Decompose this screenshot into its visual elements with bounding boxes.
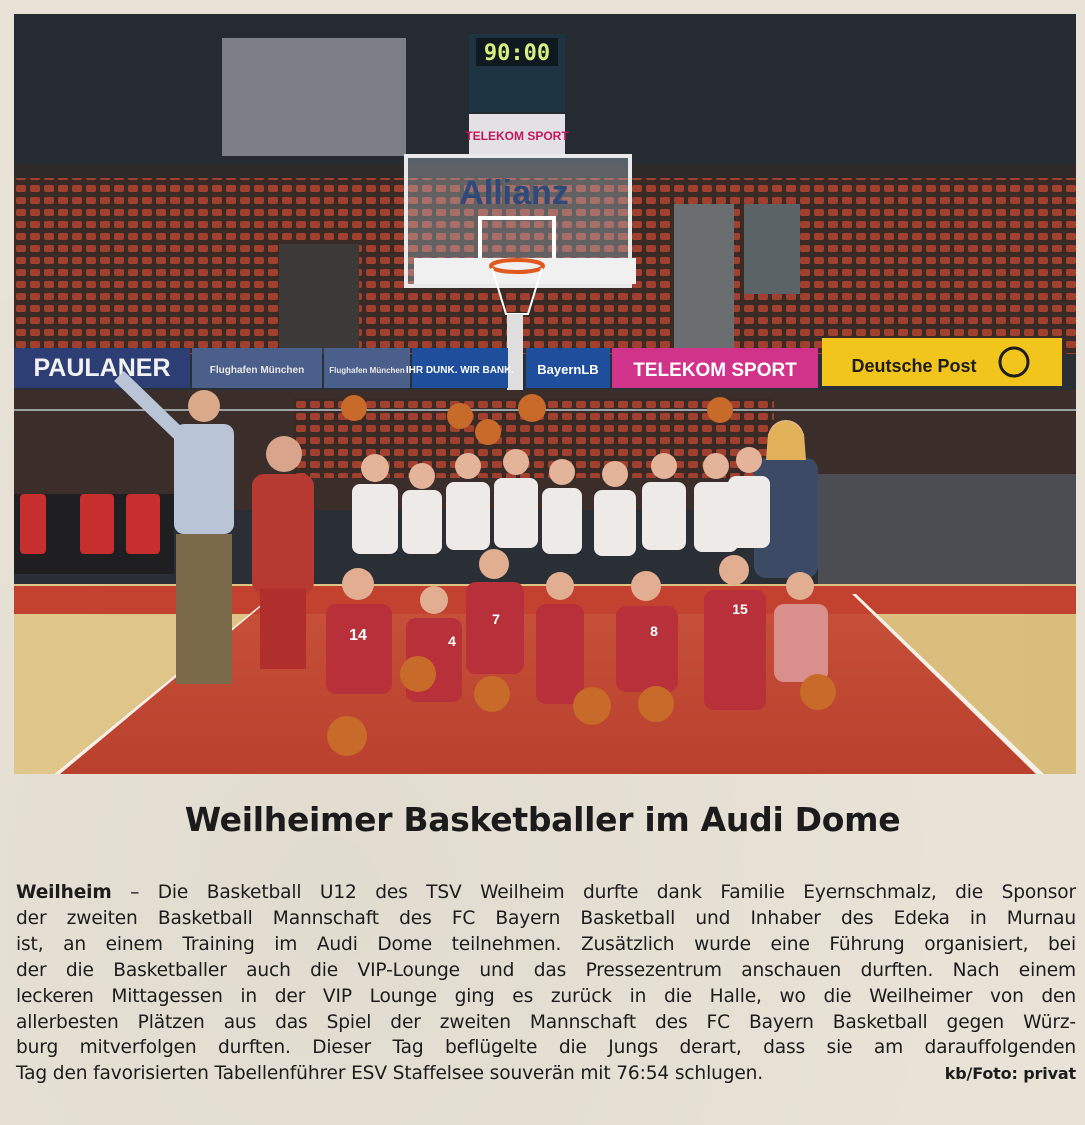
scoreboard <box>465 34 569 156</box>
banner-4: IHR DUNK. WIR BANK. <box>405 365 515 376</box>
scoreboard-sponsor: TELEKOM SPORT <box>465 129 569 143</box>
banner-6: TELEKOM SPORT <box>633 360 797 381</box>
article-headline: Weilheimer Basketballer im Audi Dome <box>184 800 901 839</box>
article-line-8: Tag den favorisierten Tabellenführer ESV Staffelsee souverän mit 76:54 schlugen. kb/Foto: privat <box>16 1061 1076 1087</box>
photo-credit: kb/Foto: privat <box>944 1064 1076 1084</box>
jersey-number: 7 <box>492 611 500 627</box>
article-line-7: burg mitverfolgen durften. Dieser Tag beflügelte die Jungs derart, dass sie am darauffolgenden <box>16 1037 1076 1059</box>
jersey-number: 14 <box>349 627 367 644</box>
banner-5: BayernLB <box>537 362 599 377</box>
video-screen <box>222 38 406 156</box>
banner-7: Deutsche Post <box>851 356 977 376</box>
jersey-number: 15 <box>732 601 748 617</box>
article-line-2: der zweiten Basketball Mannschaft des FC Bayern Basketball und Inhaber des Edeka in Murnau <box>16 907 1076 929</box>
backboard-sponsor: Allianz <box>459 174 569 212</box>
article-line-3: ist, an einem Training im Audi Dome teilnehmen. Zusätzlich wurde eine Führung organisiert, bei <box>16 933 1076 955</box>
banner-3: Flughafen München <box>329 366 405 375</box>
article-line-5: leckeren Mittagessen in der VIP Lounge ging es zurück in die Halle, wo die Weilheimer von den <box>16 985 1076 1007</box>
article-body <box>16 880 1076 1087</box>
article-line-4: der die Basketballer auch die VIP-Lounge und das Pressezentrum anschauen durften. Nach einem <box>16 959 1076 981</box>
banner-2: Flughafen München <box>209 365 305 376</box>
jersey-number: 4 <box>448 633 456 649</box>
scoreboard-time: 90:00 <box>483 41 551 66</box>
article-line-6: allerbesten Plätzen aus das Spiel der zweiten Mannschaft des FC Bayern Basketball gegen Würz- <box>16 1011 1076 1033</box>
jersey-number: 8 <box>650 623 658 639</box>
team-photo <box>14 14 1076 774</box>
article-dateline: Weilheim <box>16 882 112 903</box>
banner-1: PAULANER <box>33 354 171 382</box>
article-line-1: Weilheim – Die Basketball U12 des TSV Weilheim durfte dank Familie Eyernschmalz, die Sponsor <box>16 882 1076 903</box>
